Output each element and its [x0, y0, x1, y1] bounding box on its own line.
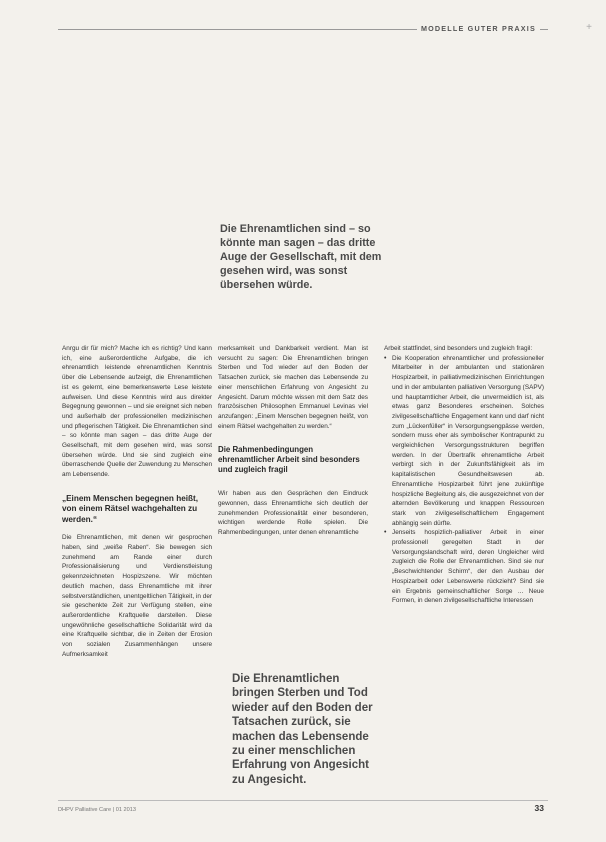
bullet-icon: • [384, 354, 387, 362]
section-subheading: Die Rahmenbedingungen ehrenamtlicher Arbeit sind besonders und zugleich fragil [218, 445, 360, 475]
text-column-1 [62, 344, 212, 659]
list-item [384, 354, 544, 529]
text-column-2 [218, 344, 368, 538]
section-label: MODELLE GUTER PRAXIS [417, 24, 540, 33]
pullquote-top: Die Ehrenamtlichen sind – so könnte man sagen – das dritte Auge der Gesellschaft, mit dem gesehen wird, was sonst übersehen würde. [220, 223, 382, 291]
footer-rule [58, 800, 548, 801]
quote-heading: „Einem Menschen begegnen heißt, von einem Rätsel wachgehalten zu werden.“ [62, 493, 199, 524]
body-paragraph: Wir haben aus den Gesprächen den Eindruck gewonnen, dass Ehrenamtliche sich deutlich der zunehmenden Professionalität einer besonderen, wichtigen werdende Rolle spielen. Die Rahmenbedingungen, unter denen ehrenamtliche [218, 490, 368, 537]
corner-mark: + [586, 22, 592, 33]
body-paragraph: Die Ehrenamtlichen, mit denen wir gesprochen haben, sind „weiße Raben“. Sie bewegen sich zunehmend am Rande einer durch Professionalisierung und Verdienstleistung gekennzeichneten Hospizszene. Wir möchten deutlich machen, dass Ehrenamtliche mit ihrer selbstverständlichen, unentgeltlichen Tätigkeit, in der sie geschenkte Zeit zur Verfügung stellen, eine außerordentliche Kraftquelle darstellen. Diese ungewöhnliche gesellschaftliche Solidarität wird da eine Kraftquelle sichtbar, die in Zeiten der Erosion von sozialen Zusammenhängen unsere Aufmerksamkeit [62, 534, 212, 658]
pullquote-bottom: Die Ehrenamtlichen bringen Sterben und Tod wieder auf den Boden der Tatsachen zurück, sie machen das Lebensende zu einer menschlichen Erfahrung von Angesicht zu Angesicht. [232, 673, 373, 786]
list-item-text: Jenseits hospizlich-palliativer Arbeit in einer professionell geregelten Stadt in der Versorgungslandschaft wird, deren Ungleicher wird zugleich die Rolle der Ehrenamtlichen. Sind sie nur „Beschwichtender Schirm“, der den Ausbau der Hospizarbeit oder Lebenswerte rückzieht? Sind sie ein Ergebnis gemeinschaftlicher Sorge ... Neue Formen, in denen zivilgesellschaftliche Interessen [392, 529, 544, 605]
body-paragraph: merksamkeit und Dankbarkeit verdient. Man ist versucht zu sagen: Die Ehrenamtlichen bringen Sterben und Tod wieder auf den Boden der Tatsachen zurück, sie machen das Lebensende zu einer menschlichen Erfahrung von Angesicht zu Angesicht. Darum möchte wissen mit dem Satz des französischen Philosophen Emmanuel Levinas viel anzufangen: „Einem Menschen begegnen heißt, von einem Rätsel wachgehalten zu werden.“ [218, 345, 368, 430]
bullet-list [384, 354, 544, 606]
text-column-3 [384, 344, 544, 606]
bullet-icon: • [384, 529, 387, 537]
page-number: 33 [534, 803, 544, 813]
list-item [384, 528, 544, 606]
body-paragraph: Arbeit stattfindet, sind besonders und zugleich fragil: [384, 345, 533, 352]
body-paragraph: Anrgu dir für mich? Mache ich es richtig? Und kann ich, eine außerordentliche Aufgabe, die ich ehrenamtlich leistende ehrenamtlichen Kenntnis über die Lebensende aufzeigt, die Ehrenamtlichen ist es gelernt, eine bemerkenswerte Lese leistete aufweisen. Und diese Kenntnis wird aus direkter Begegnung gewonnen – und sie ereignet sich neben und außerhalb der professionellen medizinischen und pflegerischen Tätigkeit. Die Ehrenamtlichen sind – so könnte man sagen – das dritte Auge der Gesellschaft, mit dem gesehen wird, was sonst übersehen würde. Und sie sind zugleich eine überraschende Quelle der Zuwendung zu Menschen am Lebensende. [62, 345, 212, 479]
list-item-text: Die Kooperation ehrenamtlicher und professioneller Mitarbeiter in der ambulanten und stationären Hospizarbeit, in palliativmedizinischen Einrichtungen und in der ambulanten palliativen Versorgung (SAPV) und hauptamtlicher Arbeit, die unvermeidlich ist, als etwas ganz Besonderes erscheinen. Solches zivilgesellschaftliche Engagement kann und darf nicht zum „Lückenfüller“ in Versorgungsengpässe werden, sondern muss eher als symbolischer Kontrapunkt zu vergleichlichen Versorgungsstrukturen begriffen werden. In der Übertrafik ehrenamtliche Arbeit verbirgt sich in der Zukunftsfähigkeit als im kapitalistischen Gesundheitswesen ab. Ehrenamtliche Hospizarbeit führt jene zukünftige hospizliche Begleitung als, die ausgezeichnet von der alternden Bevölkerung und knappen Ressourcen stark von zivilgesellschaftlichem Engagement abhängig sein dürfte. [392, 354, 544, 527]
footer-publication: DHPV Palliative Care | 01 2013 [58, 807, 136, 813]
